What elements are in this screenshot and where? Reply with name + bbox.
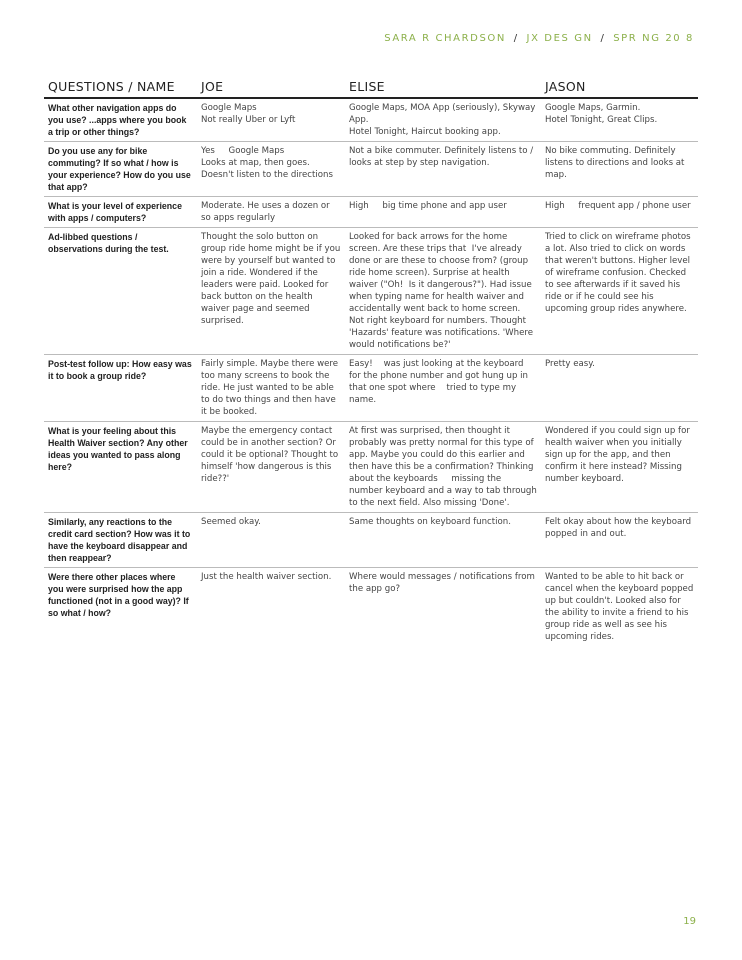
question-cell: Post-test follow up: How easy was it to book a group ride? (44, 355, 197, 422)
table-row (44, 422, 698, 513)
table-row (44, 228, 698, 355)
course-name: JX DES GN (526, 33, 593, 44)
answer-cell-elise: Easy! was just looking at the keyboard for the phone number and got hung up in that one spot where tried to type my name. (345, 355, 541, 422)
answer-cell-elise: Looked for back arrows for the home screen. Are these trips that I've already done or are these to choose from? (group ride home screen). Surprise at health waiver ("Oh! Is it dangerous?"). Had issue when typing name for health waiver and accidentally went back to home screen. Not right keyboard for numbers. Thought 'Hazards' feature was notifications. 'Where would notifications be?' (345, 228, 541, 355)
table-row (44, 355, 698, 422)
header-separator: / (600, 33, 606, 44)
answer-cell-joe: Moderate. He uses a dozen or so apps regularly (197, 197, 345, 228)
interview-table (44, 78, 698, 646)
question-cell: Ad-libbed questions / observations during the test. (44, 228, 197, 355)
column-header-questions: QUESTIONS / NAME (44, 78, 197, 98)
answer-cell-elise: Where would messages / notifications from the app go? (349, 572, 538, 594)
table-row (44, 197, 698, 228)
table-header-row (44, 78, 698, 98)
question-cell: Do you use any for bike commuting? If so what / how is your experience? How do you use that app? (44, 142, 197, 197)
page-number: 19 (683, 916, 696, 927)
author-name: SARA R CHARDSON (384, 33, 506, 44)
answer-cell-joe: Thought the solo button on group ride home might be if you were by yourself but wanted to join a ride. Wondered if the leaders were paid. Looked for back button on the health waiver page and seemed surprised. (197, 228, 345, 355)
column-header-elise: ELISE (345, 78, 541, 98)
answer-cell-jason: Pretty easy. (541, 355, 698, 422)
question-cell: Were there other places where you were surprised how the app functioned (not in a good way)? If so what / how? (48, 572, 192, 618)
term-name: SPR NG 20 8 (613, 33, 694, 44)
document-header (384, 33, 694, 44)
answer-cell-jason: Felt okay about how the keyboard popped in and out. (541, 513, 698, 568)
question-cell: What is your feeling about this Health Waiver section? Any other ideas you wanted to pass along here? (44, 422, 197, 513)
answer-cell-joe: Google Maps Not really Uber or Lyft (197, 98, 345, 142)
answer-cell-jason: No bike commuting. Definitely listens to directions and looks at map. (541, 142, 698, 197)
answer-cell-joe: Fairly simple. Maybe there were too many screens to book the ride. He just wanted to be able to do two things and then have it be booked. (197, 355, 345, 422)
answer-cell-joe: Seemed okay. (197, 513, 345, 568)
question-cell: What other navigation apps do you use? ...apps where you book a trip or other things? (44, 98, 197, 142)
header-separator: / (513, 33, 519, 44)
answer-cell-elise: Same thoughts on keyboard function. (345, 513, 541, 568)
answer-cell-joe: Maybe the emergency contact could be in another section? Or could it be optional? Thought to himself 'how dangerous is this ride??' (197, 422, 345, 513)
answer-cell-jason: Google Maps, Garmin. Hotel Tonight, Great Clips. (541, 98, 698, 142)
column-header-joe: JOE (197, 78, 345, 98)
answer-cell-elise: High big time phone and app user (345, 197, 541, 228)
column-header-jason: JASON (541, 78, 698, 98)
table-row (44, 568, 698, 647)
question-cell: What is your level of experience with apps / computers? (44, 197, 197, 228)
answer-cell-elise: At first was surprised, then thought it probably was pretty normal for this type of app. Maybe you could do this earlier and then have this be a confirmation? Thinking about the keyboards missing the number keyboard and a way to tab through to the next field. Also missing 'Done'. (345, 422, 541, 513)
table-row (44, 142, 698, 197)
answer-cell-jason: Wanted to be able to hit back or cancel when the keyboard popped up but couldn't. Looked also for the ability to invite a friend to his group ride as well as see his upcoming rides. (545, 572, 697, 642)
question-cell: Similarly, any reactions to the credit card section? How was it to have the keyboard disappear and then reappear? (44, 513, 197, 568)
answer-cell-joe: Yes Google Maps Looks at map, then goes. Doesn't listen to the directions (197, 142, 345, 197)
table-row (44, 98, 698, 142)
answer-cell-joe: Just the health waiver section. (201, 572, 332, 582)
table-row (44, 513, 698, 568)
answer-cell-elise: Not a bike commuter. Definitely listens to / looks at step by step navigation. (345, 142, 541, 197)
answer-cell-jason: High frequent app / phone user (541, 197, 698, 228)
answer-cell-jason: Wondered if you could sign up for health waiver when you initially sign up for the app, and then confirm it here instead? Missing number keyboard. (541, 422, 698, 513)
answer-cell-elise: Google Maps, MOA App (seriously), Skyway App. Hotel Tonight, Haircut booking app. (345, 98, 541, 142)
answer-cell-jason: Tried to click on wireframe photos a lot. Also tried to click on words that weren't buttons. Higher level of wireframe confusion. Checked to see afterwards if it saved his ride or if he could see his upcoming group rides anywhere. (541, 228, 698, 355)
